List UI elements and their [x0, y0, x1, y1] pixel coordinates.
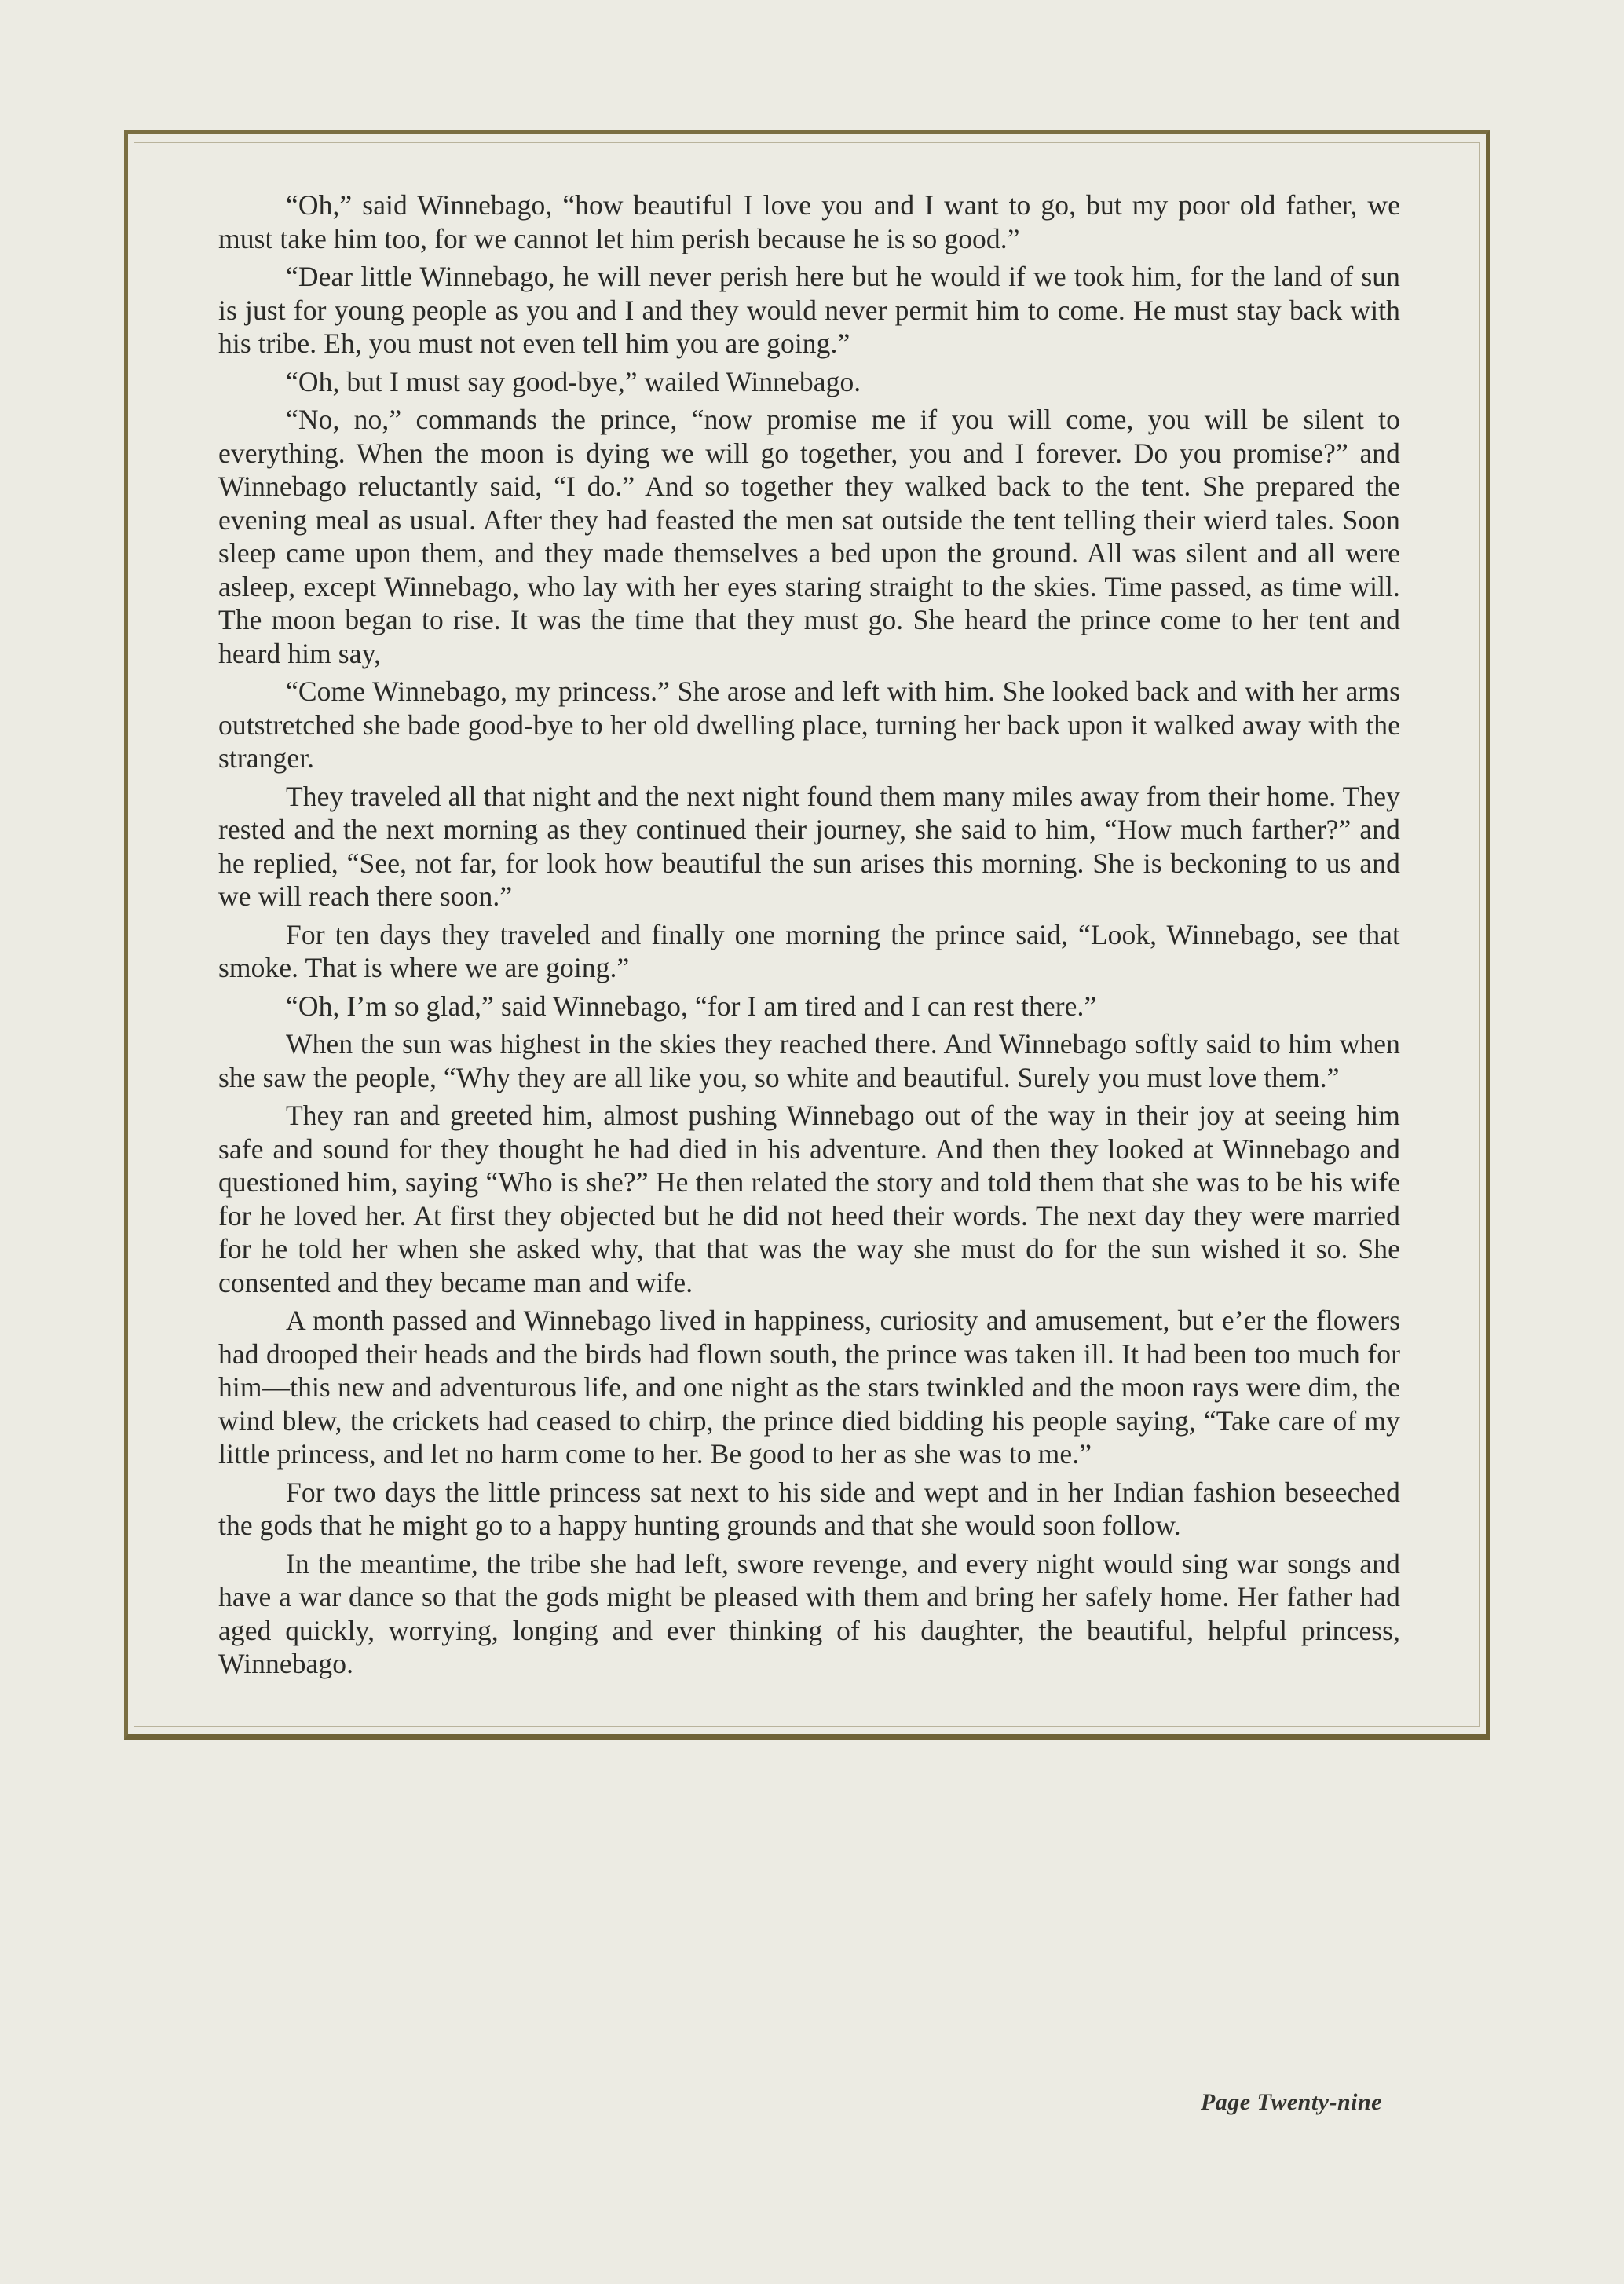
paragraph: When the sun was highest in the skies they reached there. And Winnebago softly said to him when she saw the people, “Why they are all like you, so white and beautiful. Surely you must love them.”: [218, 1028, 1400, 1093]
paragraph: For ten days they traveled and finally one morning the prince said, “Look, Winnebago, see that smoke. That is where we are going.”: [218, 918, 1400, 983]
paragraph: “Oh, I’m so glad,” said Winnebago, “for I am tired and I can rest there.”: [286, 990, 1097, 1022]
paragraph: “Oh, but I must say good-bye,” wailed Winnebago.: [286, 365, 861, 397]
paragraph: A month passed and Winnebago lived in happiness, curiosity and amusement, but e’er the flowers had drooped their heads and the birds had flown south, the prince was taken ill. It had been too much for him—this new and adventurous life, and one night as the stars twinkled and the moon rays were dim, the wind blew, the crickets had ceased to chirp, the prince died bidding his people saying, “Take care of my little princess, and let no harm come to her. Be good to her as she was to me.”: [218, 1305, 1400, 1470]
paragraph: “No, no,” commands the prince, “now promise me if you will come, you will be silent to everything. When the moon is dying we will go together, you and I forever. Do you promise?” and Winnebago reluctantly said, “I do.” And so together they walked back to the tent. She prepared the evening meal as usual. After they had feasted the men sat outside the tent telling their wierd tales. Soon sleep came upon them, and they made themselves a bed upon the ground. All was silent and all were asleep, except Winnebago, who lay with her eyes staring straight to the skies. Time passed, as time will. The moon began to rise. It was the time that they must go. She heard the prince come to her tent and heard him say,: [218, 404, 1400, 669]
story-text: [218, 189, 1400, 1686]
paragraph: “Dear little Winnebago, he will never perish here but he would if we took him, for the land of sun is just for young people as you and I and they would never permit him to come. He must stay back with his tribe. Eh, you must not even tell him you are going.”: [218, 261, 1400, 359]
paragraph: “Come Winnebago, my princess.” She arose and left with him. She looked back and with her arms outstretched she bade good-bye to her old dwelling place, turning her back upon it walked away with the stranger.: [218, 675, 1400, 774]
paragraph: In the meantime, the tribe she had left, swore revenge, and every night would sing war songs and have a war dance so that the gods might be pleased with them and bring her safely home. Her father had aged quickly, worrying, longing and ever thinking of his daughter, the beautiful, helpful princess, Winnebago.: [218, 1547, 1400, 1679]
page-number: Page Twenty-nine: [1200, 2089, 1382, 2115]
paragraph: They traveled all that night and the next night found them many miles away from their home. They rested and the next morning as they continued their journey, she said to him, “How much farther?” and he replied, “See, not far, for look how beautiful the sun arises this morning. She is beckoning to us and we will reach there soon.”: [218, 780, 1400, 912]
paragraph: They ran and greeted him, almost pushing Winnebago out of the way in their joy at seeing him safe and sound for they thought he had died in his adventure. And then they looked at Winnebago and questioned him, saying “Who is she?” He then related the story and told them that she was to be his wife for he loved her. At first they objected but he did not heed their words. The next day they were married for he told her when she asked why, that that was the way she must do for the sun wished it so. She consented and they became man and wife.: [218, 1100, 1400, 1298]
paragraph: For two days the little princess sat next to his side and wept and in her Indian fashion beseeched the gods that he might go to a happy hunting grounds and that she would soon follow.: [218, 1476, 1400, 1541]
paragraph: “Oh,” said Winnebago, “how beautiful I love you and I want to go, but my poor old father, we must take him too, for we cannot let him perish because he is so good.”: [218, 189, 1400, 254]
